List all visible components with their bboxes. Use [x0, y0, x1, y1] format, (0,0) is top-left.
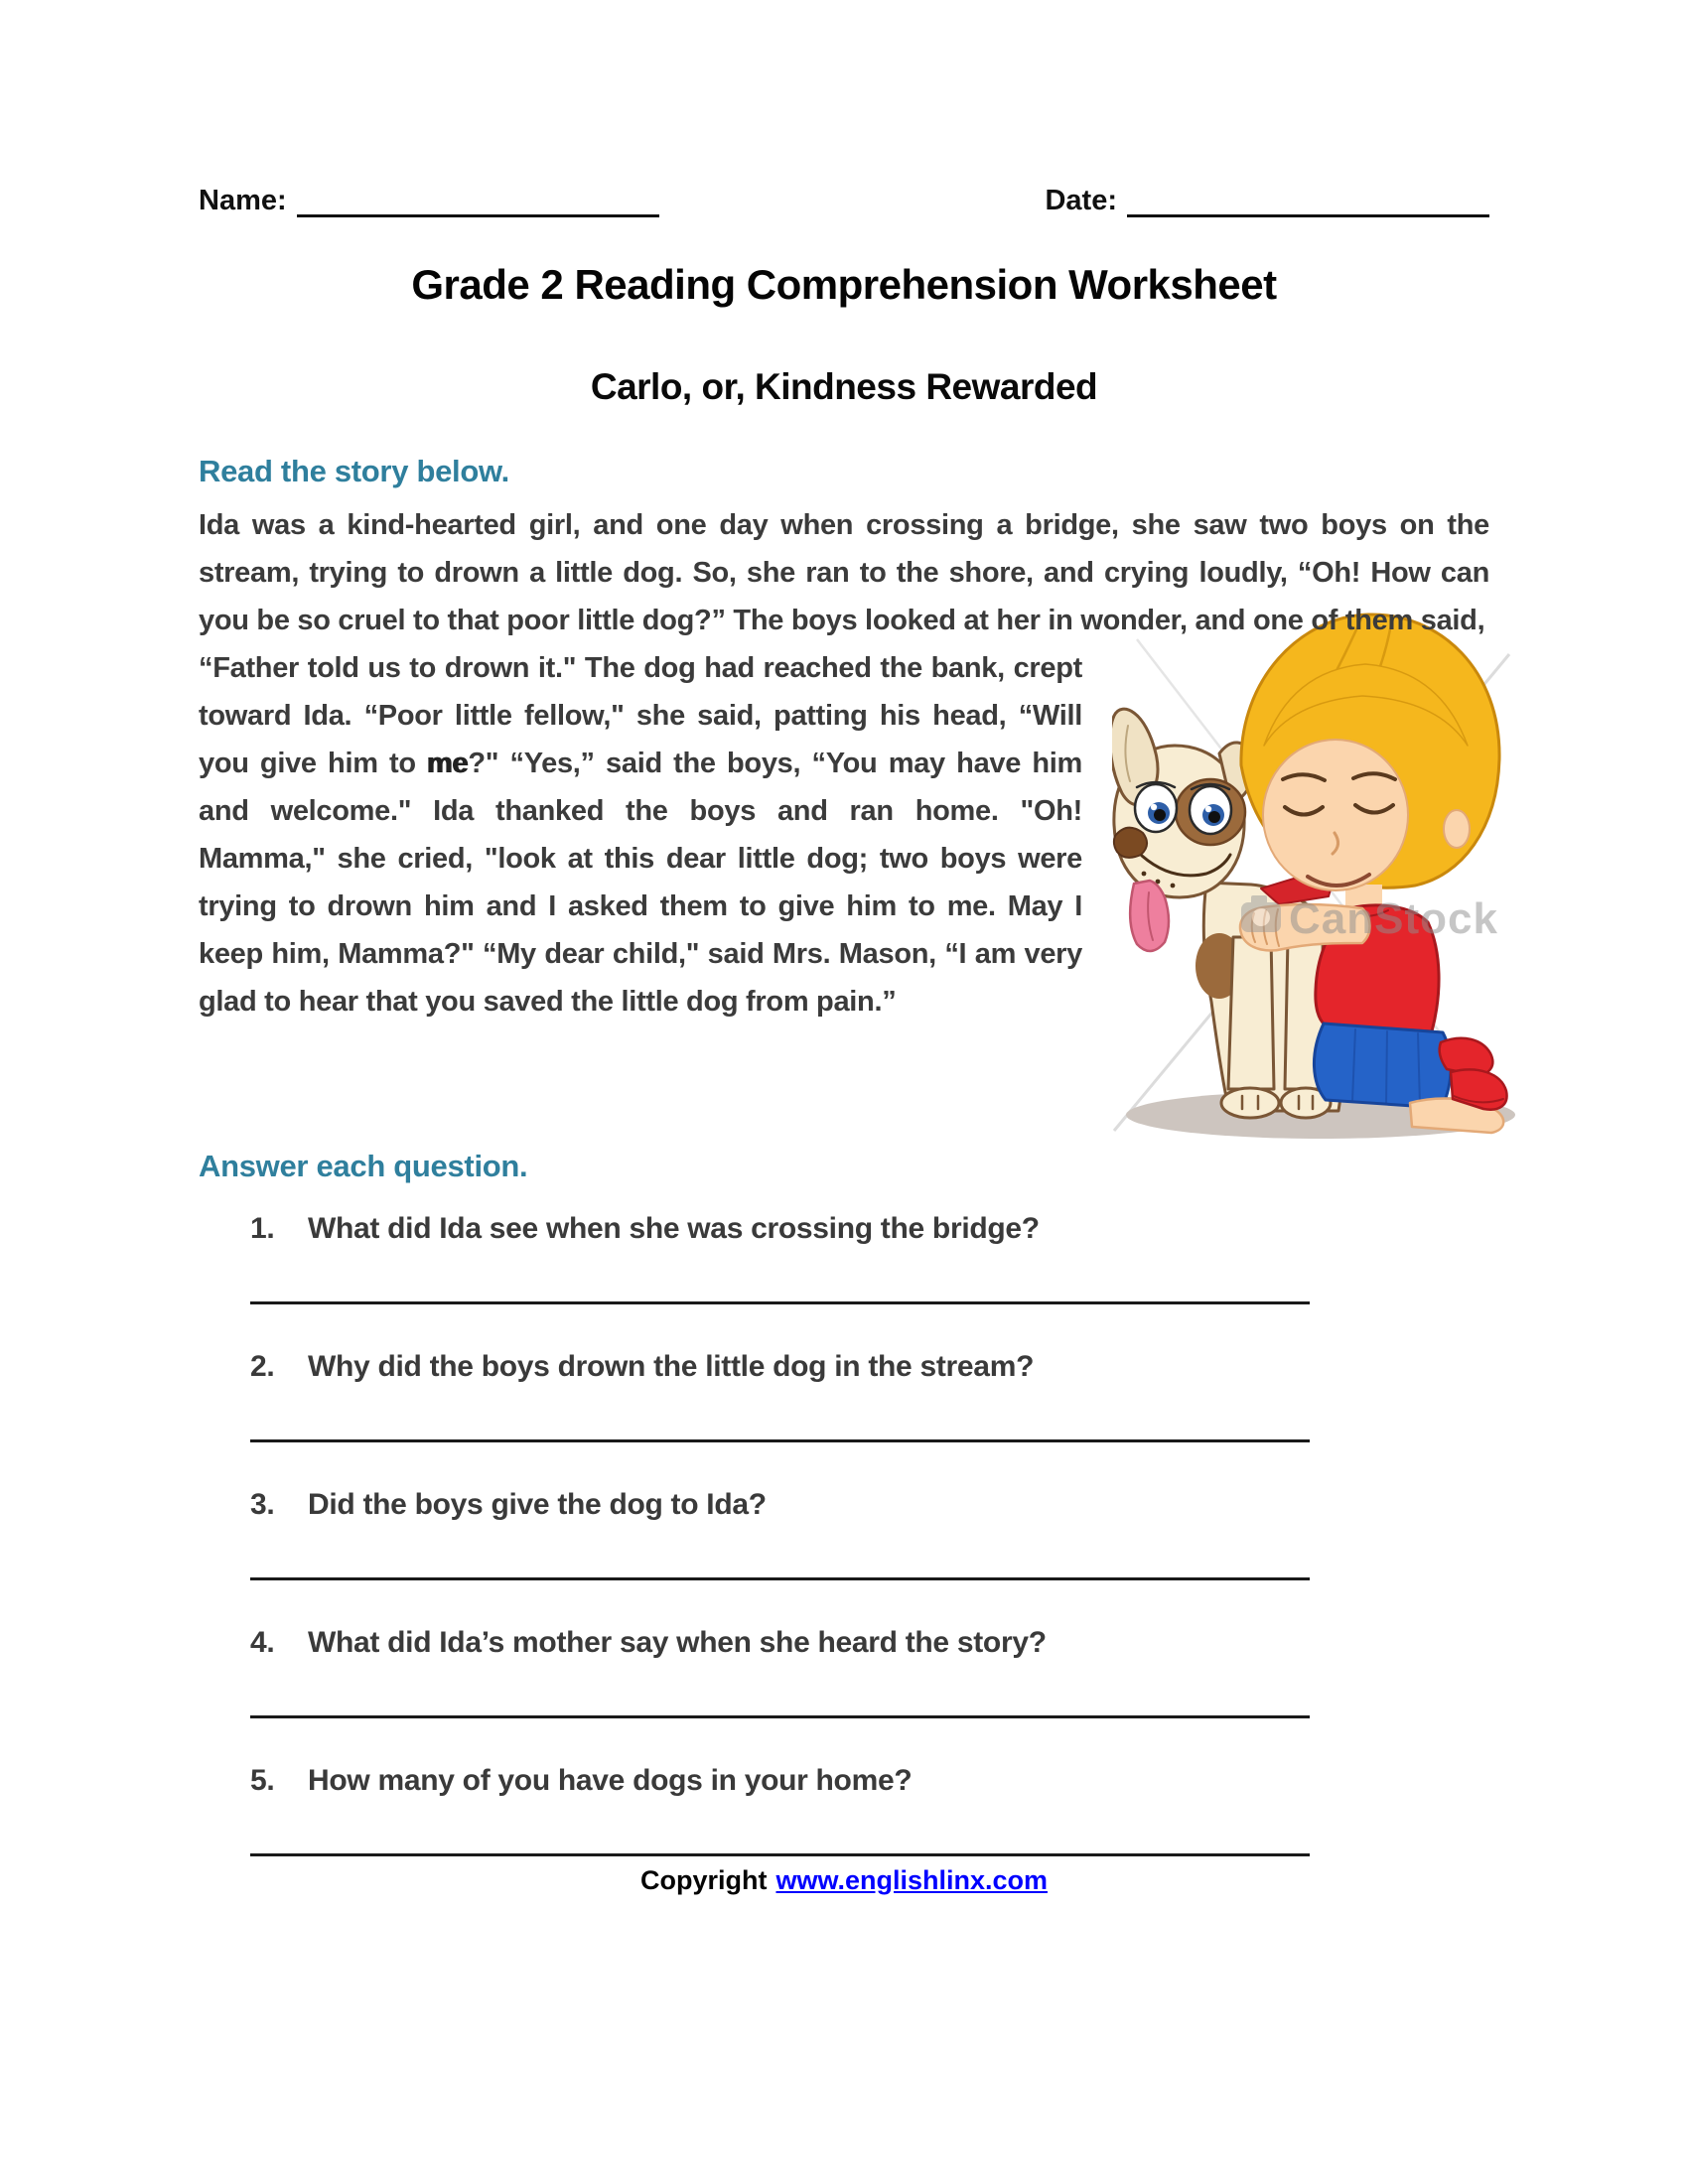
name-blank-line	[297, 188, 659, 217]
date-blank-line	[1127, 188, 1489, 217]
worksheet-title: Grade 2 Reading Comprehension Worksheet	[411, 261, 1277, 308]
copyright-link[interactable]: www.englishlinx.com	[775, 1865, 1049, 1895]
questions-list	[250, 1212, 1489, 1856]
name-label: Name:	[199, 185, 287, 216]
read-story-heading: Read the story below.	[199, 454, 509, 488]
date-field	[1045, 185, 1489, 217]
copyright-label: Copyright	[639, 1865, 768, 1895]
story-title: Carlo, or, Kindness Rewarded	[590, 366, 1098, 407]
question-3	[250, 1488, 1489, 1522]
question-3-number: 3.	[250, 1488, 275, 1521]
story-paragraph-2	[199, 644, 1498, 1025]
question-2	[250, 1350, 1489, 1384]
question-2-number: 2.	[250, 1350, 275, 1383]
answer-blank-3	[250, 1577, 1310, 1580]
question-4	[250, 1626, 1489, 1660]
girl-face	[1263, 740, 1408, 890]
illustration-girl-hugging-dog	[1112, 595, 1519, 1141]
answer-blank-2	[250, 1439, 1310, 1442]
name-field	[199, 185, 659, 217]
girl-hugging-dog-svg	[1112, 595, 1519, 1141]
story-part2-text-cont: ?" “Yes,” said the boys, “You may have him and welcome." Ida thanked the boys and ran home. "Oh! Mamma," she cried, "look at this dear little dog; two boys were trying to drown him and I asked them to give him to me. May I keep him, Mamma?" “My dear child," said Mrs. Mason, “I am very glad to hear that you saved the little dog from pain.”	[199, 748, 1082, 1018]
question-3-text: Did the boys give the dog to Ida?	[308, 1488, 767, 1521]
question-2-text: Why did the boys drown the little dog in the stream?	[308, 1350, 1035, 1383]
copyright-footer	[199, 1865, 1489, 1896]
dog-nose	[1114, 828, 1147, 858]
answer-blank-1	[250, 1301, 1310, 1304]
story-bold-word: me	[427, 748, 469, 779]
girl-blue-skirt	[1314, 1024, 1451, 1108]
name-date-row	[199, 0, 1489, 217]
answer-questions-heading: Answer each question.	[199, 1149, 528, 1183]
date-label: Date:	[1045, 185, 1117, 216]
story-paragraph-1: Ida was a kind-hearted girl, and one day when crossing a bridge, she saw two boys on the stream, trying to drown a little dog. So, she ran to the shore, and crying loudly, “Oh! How can you be so cruel to that poor little dog?” The boys looked at her in wonder, and one of them said,	[199, 509, 1489, 636]
answer-blank-4	[250, 1715, 1310, 1718]
question-5	[250, 1764, 1489, 1798]
question-5-number: 5.	[250, 1764, 275, 1797]
watermark-text: CanStock	[1289, 894, 1498, 943]
question-4-text: What did Ida’s mother say when she heard the story?	[308, 1626, 1047, 1659]
question-1-number: 1.	[250, 1212, 275, 1245]
story-part2-text: “Father told us to drown it." The dog had reached the bank, crept toward Ida. “Poor little fellow," she said, patting his head, “Will you give him to	[199, 652, 1082, 779]
girl-ear	[1444, 810, 1470, 848]
question-1-text: What did Ida see when she was crossing the bridge?	[308, 1212, 1040, 1245]
question-1	[250, 1212, 1489, 1246]
question-4-number: 4.	[250, 1626, 275, 1659]
question-5-text: How many of you have dogs in your home?	[308, 1764, 913, 1797]
dog-tongue	[1130, 881, 1169, 951]
answer-blank-5	[250, 1853, 1310, 1856]
